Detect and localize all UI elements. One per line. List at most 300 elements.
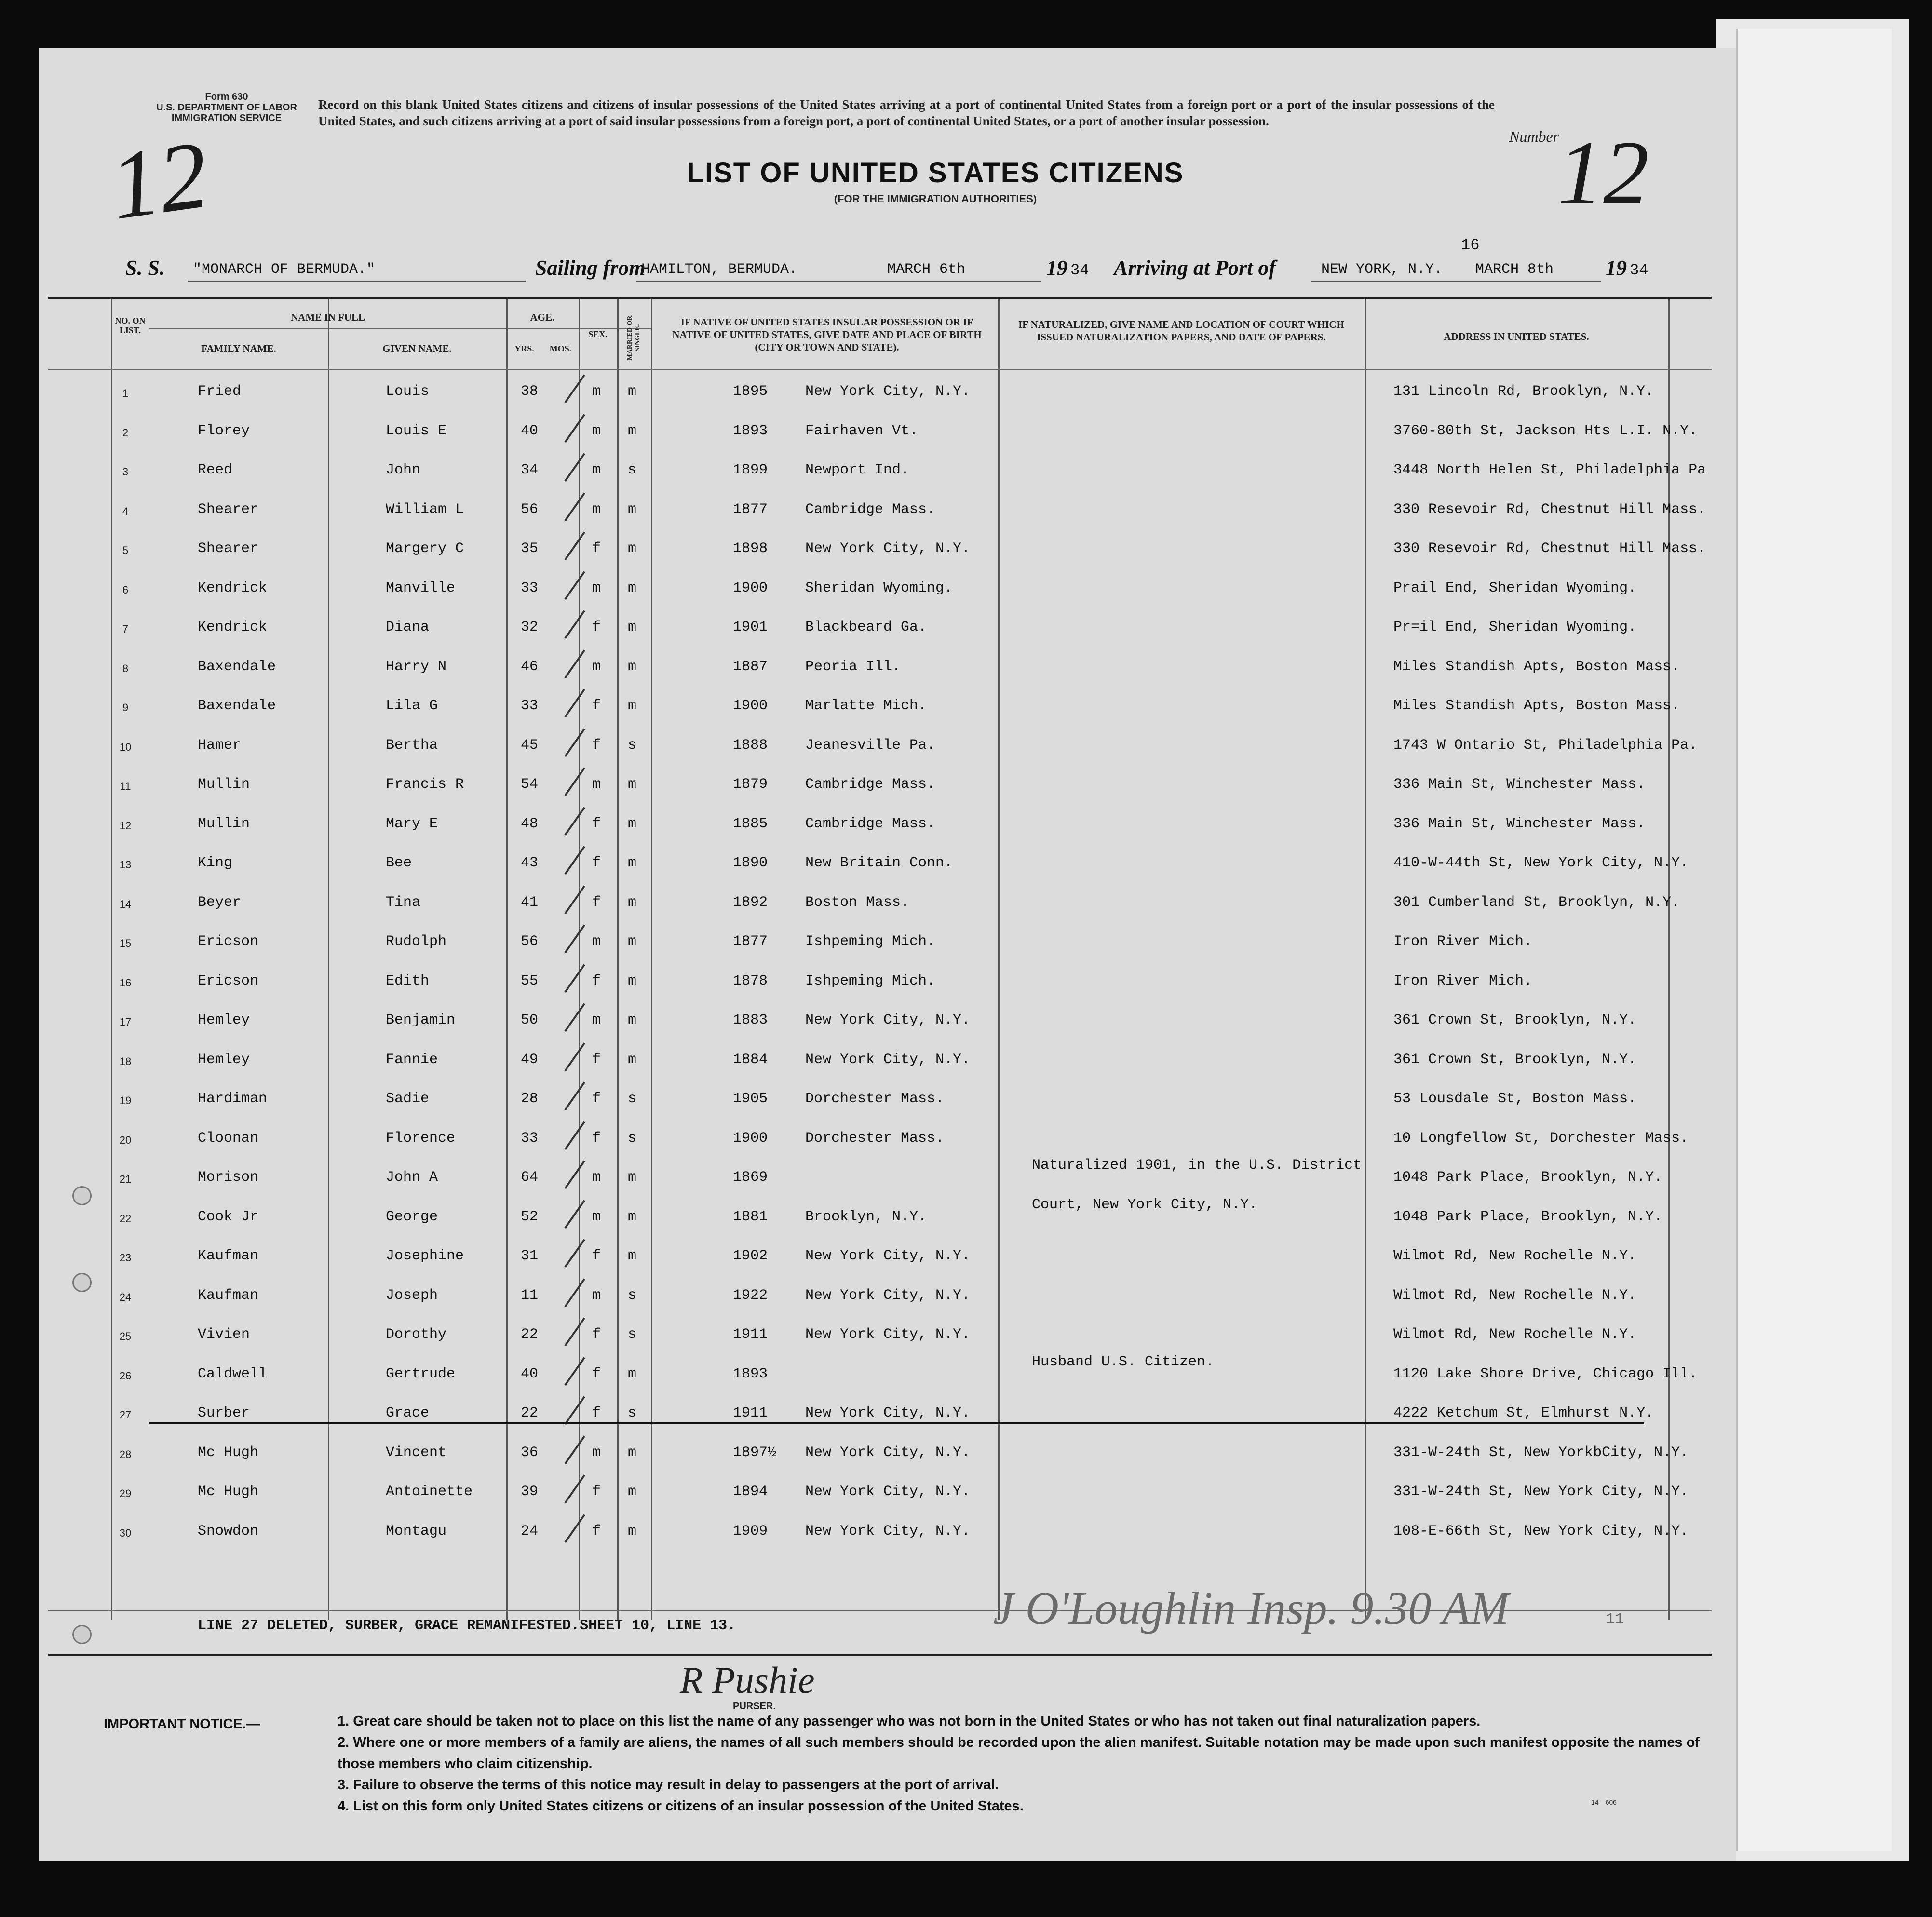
family-name: Kendrick: [198, 580, 268, 596]
check-mark: [564, 1082, 585, 1111]
check-mark: [564, 885, 585, 914]
birth-place: New York City, N.Y.: [805, 1287, 971, 1304]
year-prefix-2: 19: [1606, 256, 1627, 280]
marital-status: m: [628, 1365, 637, 1382]
age-years: 50: [521, 1012, 539, 1028]
line-27-strike: [149, 1422, 1644, 1424]
age-years: 28: [521, 1091, 539, 1107]
sex: f: [592, 1523, 601, 1539]
birth-year: 1897½: [733, 1444, 777, 1461]
table-top-rule: [48, 297, 1712, 299]
marital-status: m: [628, 540, 637, 557]
marital-status: m: [628, 1051, 637, 1068]
birth-year: 1879: [733, 776, 768, 793]
birth-year: 1885: [733, 815, 768, 832]
family-name: Mc Hugh: [198, 1484, 259, 1500]
marital-status: m: [628, 1012, 637, 1028]
sex: m: [592, 1208, 601, 1225]
sailing-date: MARCH 6th: [887, 261, 966, 278]
birth-year: 1877: [733, 501, 768, 518]
age-years: 45: [521, 737, 539, 754]
age-years: 41: [521, 894, 539, 911]
marital-status: m: [628, 894, 637, 911]
birth-year: 1893: [733, 1365, 768, 1382]
row-number: 27: [119, 1409, 132, 1421]
birth-year: 1911: [733, 1326, 768, 1343]
us-address: Miles Standish Apts, Boston Mass.: [1393, 658, 1680, 675]
sex: f: [592, 1248, 601, 1264]
birth-place: Fairhaven Vt.: [805, 422, 919, 439]
year-prefix-1: 19: [1046, 256, 1067, 280]
us-address: 4222 Ketchum St, Elmhurst N.Y.: [1393, 1405, 1654, 1421]
sex: m: [592, 1287, 601, 1304]
birth-year: 1911: [733, 1405, 768, 1421]
page-title: LIST OF UNITED STATES CITIZENS: [687, 157, 1184, 189]
birth-year: 1895: [733, 383, 768, 400]
birth-year: 1900: [733, 1130, 768, 1147]
given-name: Antoinette: [386, 1484, 473, 1500]
check-mark: [564, 1514, 585, 1543]
marital-status: m: [628, 972, 637, 989]
department-name: U.S. DEPARTMENT OF LABOR: [156, 102, 297, 113]
col-family-name: FAMILY NAME.: [201, 343, 276, 354]
us-address: 1743 W Ontario St, Philadelphia Pa.: [1393, 737, 1698, 754]
sex: f: [592, 1130, 601, 1147]
marital-status: m: [628, 422, 637, 439]
service-name: IMMIGRATION SERVICE: [171, 113, 282, 123]
row-number: 11: [120, 780, 131, 792]
us-address: 53 Lousdale St, Boston Mass.: [1393, 1091, 1637, 1107]
age-years: 40: [521, 1365, 539, 1382]
family-name: Caldwell: [198, 1365, 268, 1382]
check-mark: [564, 807, 585, 836]
family-name: Hemley: [198, 1012, 250, 1028]
birth-place: New York City, N.Y.: [805, 1444, 971, 1461]
marital-status: s: [628, 1326, 637, 1343]
arriving-label: Arriving at Port of: [1114, 256, 1276, 280]
birth-place: Dorchester Mass.: [805, 1130, 945, 1147]
notice-item: 4. List on this form only United States citizens or citizens of an insular possession of the United States.: [338, 1798, 1024, 1814]
deletion-note: LINE 27 DELETED, SURBER, GRACE REMANIFESTED.SHEET 10, LINE 13.: [198, 1618, 736, 1634]
row-number: 18: [119, 1055, 132, 1067]
birth-year: 1899: [733, 462, 768, 478]
sex: f: [592, 619, 601, 635]
notice-item: 3. Failure to observe the terms of this notice may result in delay to passengers at the port of arrival.: [338, 1777, 999, 1793]
sex: f: [592, 815, 601, 832]
family-name: Vivien: [198, 1326, 250, 1343]
sex: f: [592, 1365, 601, 1382]
family-name: Florey: [198, 422, 250, 439]
sex: f: [592, 698, 601, 714]
marital-status: m: [628, 1523, 637, 1539]
birth-place: Newport Ind.: [805, 462, 910, 478]
row-number: 22: [119, 1212, 132, 1225]
family-name: Ericson: [198, 933, 259, 950]
family-name: Baxendale: [198, 658, 276, 675]
age-years: 11: [521, 1287, 539, 1304]
marital-status: m: [628, 1484, 637, 1500]
check-mark: [564, 689, 585, 718]
sex: m: [592, 462, 601, 478]
corner-mark: 12: [104, 121, 215, 240]
sex: m: [592, 501, 601, 518]
row-number: 5: [122, 544, 129, 556]
age-years: 48: [521, 815, 539, 832]
age-years: 49: [521, 1051, 539, 1068]
us-address: 1048 Park Place, Brooklyn, N.Y.: [1393, 1208, 1663, 1225]
sex: f: [592, 1051, 601, 1068]
family-name: Cloonan: [198, 1130, 259, 1147]
birth-place: Cambridge Mass.: [805, 815, 936, 832]
marital-status: s: [628, 1405, 637, 1421]
us-address: 331-W-24th St, New York City, N.Y.: [1393, 1484, 1689, 1500]
given-name: Montagu: [386, 1523, 447, 1539]
age-years: 56: [521, 501, 539, 518]
row-number: 9: [122, 702, 129, 714]
birth-place: Marlatte Mich.: [805, 698, 927, 714]
age-years: 52: [521, 1208, 539, 1225]
birth-year: 1905: [733, 1091, 768, 1107]
us-address: 3760-80th St, Jackson Hts L.I. N.Y.: [1393, 422, 1698, 439]
check-mark: [564, 925, 585, 954]
year-2: 34: [1630, 261, 1648, 279]
given-name: Fannie: [386, 1051, 438, 1068]
sailing-from: HAMILTON, BERMUDA.: [641, 261, 798, 278]
birth-year: 1900: [733, 580, 768, 596]
family-name: Mc Hugh: [198, 1444, 259, 1461]
purser-signature: R Pushie: [680, 1659, 815, 1701]
birth-place: Jeanesville Pa.: [805, 737, 936, 754]
birth-year: 1887: [733, 658, 768, 675]
punch-hole: [72, 1273, 92, 1292]
check-mark: [564, 1278, 585, 1307]
given-name: Josephine: [386, 1248, 464, 1264]
check-mark: [564, 1435, 585, 1464]
given-name: Louis: [386, 383, 430, 400]
given-name: John: [386, 462, 421, 478]
given-name: Diana: [386, 619, 430, 635]
sex: m: [592, 580, 601, 596]
col-naturalized: IF NATURALIZED, GIVE NAME AND LOCATION OF COURT WHICH ISSUED NATURALIZATION PAPERS, AND DATE OF PAPERS.: [1018, 319, 1344, 343]
age-years: 39: [521, 1484, 539, 1500]
given-name: Francis R: [386, 776, 464, 793]
sex: m: [592, 1444, 601, 1461]
check-mark: [564, 1239, 585, 1268]
given-name: Lila G: [386, 698, 438, 714]
row-number: 12: [119, 819, 132, 832]
given-name: Dorothy: [386, 1326, 447, 1343]
family-name: Hamer: [198, 737, 242, 754]
given-name: Mary E: [386, 815, 438, 832]
family-name: Mullin: [198, 815, 250, 832]
col-name-in-full: NAME IN FULL: [290, 311, 365, 323]
marital-status: s: [628, 1130, 637, 1147]
age-years: 38: [521, 383, 539, 400]
row-number: 20: [119, 1134, 132, 1146]
check-mark: [564, 1003, 585, 1032]
marital-status: m: [628, 1208, 637, 1225]
marital-status: m: [628, 933, 637, 950]
punch-hole: [72, 1625, 92, 1644]
birth-place: New York City, N.Y.: [805, 1484, 971, 1500]
birth-place: Blackbeard Ga.: [805, 619, 927, 635]
sex: f: [592, 894, 601, 911]
col-no-on-list: NO. ON LIST.: [115, 316, 146, 335]
us-address: 331-W-24th St, New YorkbCity, N.Y.: [1393, 1444, 1689, 1461]
birth-place: Brooklyn, N.Y.: [805, 1208, 927, 1225]
family-name: Reed: [198, 462, 233, 478]
row-number: 23: [119, 1252, 132, 1264]
age-years: 56: [521, 933, 539, 950]
birth-place: New York City, N.Y.: [805, 1326, 971, 1343]
stamp-sheet: 11: [1606, 1610, 1624, 1628]
us-address: 131 Lincoln Rd, Brooklyn, N.Y.: [1393, 383, 1654, 400]
row-number: 16: [119, 976, 132, 989]
row-number: 8: [122, 662, 129, 675]
marital-status: m: [628, 1444, 637, 1461]
check-mark: [564, 1357, 585, 1386]
us-address: 336 Main St, Winchester Mass.: [1393, 815, 1646, 832]
marital-status: m: [628, 855, 637, 871]
col-yrs: YRS.: [514, 344, 534, 353]
birth-place: Cambridge Mass.: [805, 501, 936, 518]
birth-year: 1881: [733, 1208, 768, 1225]
birth-year: 1901: [733, 619, 768, 635]
birth-place: Cambridge Mass.: [805, 776, 936, 793]
age-years: 22: [521, 1326, 539, 1343]
family-name: Snowdon: [198, 1523, 259, 1539]
col-native: IF NATIVE OF UNITED STATES INSULAR POSSESSION OR IF NATIVE OF UNITED STATES, GIVE DATE AND PLACE OF BIRTH (CITY OR TOWN AND STATE).: [672, 316, 982, 353]
age-years: 35: [521, 540, 539, 557]
check-mark: [564, 1318, 585, 1347]
birth-place: Peoria Ill.: [805, 658, 901, 675]
age-years: 33: [521, 580, 539, 596]
manifest-page: [39, 48, 1736, 1861]
us-address: Wilmot Rd, New Rochelle N.Y.: [1393, 1287, 1637, 1304]
form-header: [135, 92, 318, 123]
us-address: 330 Resevoir Rd, Chestnut Hill Mass.: [1393, 540, 1706, 557]
check-mark: [564, 1042, 585, 1071]
birth-place: Ishpeming Mich.: [805, 972, 936, 989]
given-name: Rudolph: [386, 933, 447, 950]
us-address: 108-E-66th St, New York City, N.Y.: [1393, 1523, 1689, 1539]
birth-place: New York City, N.Y.: [805, 1012, 971, 1028]
family-name: Cook Jr: [198, 1208, 259, 1225]
birth-place: New York City, N.Y.: [805, 383, 971, 400]
sex: m: [592, 1012, 601, 1028]
sex: m: [592, 658, 601, 675]
notice-item: 2. Where one or more members of a family are aliens, the names of all such members should be recorded upon the alien manifest. Suitable notation may be made upon such manifest opposite the names of those members who claim citizenship.: [338, 1735, 1700, 1771]
sex: f: [592, 737, 601, 754]
arrival-date: MARCH 8th: [1475, 261, 1554, 278]
check-mark: [564, 649, 585, 678]
birth-place: New Britain Conn.: [805, 855, 953, 871]
check-mark: [564, 1475, 585, 1504]
family-name: Hemley: [198, 1051, 250, 1068]
ship-name: "MONARCH OF BERMUDA.": [193, 261, 376, 278]
check-mark: [564, 610, 585, 639]
us-address: 10 Longfellow St, Dorchester Mass.: [1393, 1130, 1689, 1147]
row-number: 3: [122, 466, 129, 478]
naturalization: Husband U.S. Citizen.: [1032, 1353, 1215, 1370]
check-mark: [564, 728, 585, 757]
given-name: Harry N: [386, 658, 447, 675]
family-name: Kaufman: [198, 1287, 259, 1304]
age-years: 31: [521, 1248, 539, 1264]
given-name: Benjamin: [386, 1012, 456, 1028]
us-address: 1048 Park Place, Brooklyn, N.Y.: [1393, 1169, 1663, 1186]
sex: m: [592, 422, 601, 439]
age-years: 43: [521, 855, 539, 871]
birth-year: 1898: [733, 540, 768, 557]
sex: f: [592, 1484, 601, 1500]
birth-place: Boston Mass.: [805, 894, 910, 911]
age-years: 24: [521, 1523, 539, 1539]
us-address: Prail End, Sheridan Wyoming.: [1393, 580, 1637, 596]
col-married: MARRIED OR SINGLE.: [626, 315, 641, 361]
birth-place: New York City, N.Y.: [805, 540, 971, 557]
birth-year: 1893: [733, 422, 768, 439]
birth-year: 1869: [733, 1169, 768, 1186]
age-years: 36: [521, 1444, 539, 1461]
row-number: 15: [119, 937, 132, 949]
family-name: Kendrick: [198, 619, 268, 635]
birth-year: 1888: [733, 737, 768, 754]
check-mark: [564, 571, 585, 600]
marital-status: s: [628, 1091, 637, 1107]
col-mos: MOS.: [549, 344, 572, 353]
birth-place: New York City, N.Y.: [805, 1051, 971, 1068]
form-number: Form 630: [205, 92, 248, 102]
page-subtitle: (FOR THE IMMIGRATION AUTHORITIES): [834, 193, 1037, 205]
row-number: 17: [119, 1016, 132, 1028]
sex: f: [592, 1326, 601, 1343]
row-number: 19: [119, 1094, 132, 1107]
birth-year: 1922: [733, 1287, 768, 1304]
us-address: 301 Cumberland St, Brooklyn, N.Y.: [1393, 894, 1680, 911]
family-name: Surber: [198, 1405, 250, 1421]
print-code: 14—606: [1591, 1798, 1617, 1806]
marital-status: s: [628, 462, 637, 478]
naturalization: Naturalized 1901, in the U.S. District: [1032, 1157, 1362, 1174]
sheet-ref: 16: [1461, 236, 1480, 254]
us-address: Pr=il End, Sheridan Wyoming.: [1393, 619, 1637, 635]
birth-year: 1884: [733, 1051, 768, 1068]
given-name: Joseph: [386, 1287, 438, 1304]
birth-year: 1878: [733, 972, 768, 989]
age-years: 22: [521, 1405, 539, 1421]
row-number: 2: [122, 426, 129, 439]
check-mark: [564, 846, 585, 875]
sex: m: [592, 933, 601, 950]
row-number: 28: [119, 1448, 132, 1460]
marital-status: m: [628, 815, 637, 832]
us-address: 361 Crown St, Brooklyn, N.Y.: [1393, 1051, 1637, 1068]
birth-year: 1890: [733, 855, 768, 871]
given-name: Gertrude: [386, 1365, 456, 1382]
birth-year: 1900: [733, 698, 768, 714]
age-years: 40: [521, 422, 539, 439]
birth-year: 1902: [733, 1248, 768, 1264]
row-number: 26: [119, 1369, 132, 1382]
notice-title: IMPORTANT NOTICE.—: [104, 1716, 260, 1732]
year-1: 34: [1070, 261, 1089, 279]
given-name: Grace: [386, 1405, 430, 1421]
birth-place: Sheridan Wyoming.: [805, 580, 953, 596]
birth-place: Ishpeming Mich.: [805, 933, 936, 950]
age-years: 55: [521, 972, 539, 989]
age-years: 33: [521, 1130, 539, 1147]
sailing-label: Sailing from: [535, 256, 646, 280]
given-name: Sadie: [386, 1091, 430, 1107]
marital-status: m: [628, 658, 637, 675]
col-address: ADDRESS IN UNITED STATES.: [1444, 331, 1589, 342]
us-address: 361 Crown St, Brooklyn, N.Y.: [1393, 1012, 1637, 1028]
family-name: Fried: [198, 383, 242, 400]
family-name: Baxendale: [198, 698, 276, 714]
marital-status: m: [628, 383, 637, 400]
row-number: 30: [119, 1526, 132, 1539]
us-address: Wilmot Rd, New Rochelle N.Y.: [1393, 1326, 1637, 1343]
marital-status: m: [628, 1169, 637, 1186]
given-name: Bertha: [386, 737, 438, 754]
punch-hole: [72, 1186, 92, 1205]
sex: m: [592, 1169, 601, 1186]
row-number: 21: [119, 1173, 132, 1185]
sex: f: [592, 540, 601, 557]
port-name: NEW YORK, N.Y.: [1321, 261, 1443, 278]
marital-status: m: [628, 501, 637, 518]
age-years: 33: [521, 698, 539, 714]
marital-status: m: [628, 619, 637, 635]
row-number: 1: [122, 387, 129, 399]
birth-year: 1909: [733, 1523, 768, 1539]
given-name: Tina: [386, 894, 421, 911]
birth-place: Dorchester Mass.: [805, 1091, 945, 1107]
age-years: 54: [521, 776, 539, 793]
given-name: Louis E: [386, 422, 447, 439]
sex: f: [592, 1091, 601, 1107]
family-name: Shearer: [198, 501, 259, 518]
row-number: 14: [119, 898, 132, 910]
check-mark: [564, 1396, 585, 1425]
family-name: King: [198, 855, 233, 871]
marital-status: m: [628, 580, 637, 596]
marital-status: m: [628, 776, 637, 793]
birth-place: New York City, N.Y.: [805, 1405, 971, 1421]
row-number: 10: [119, 741, 132, 753]
given-name: George: [386, 1208, 438, 1225]
col-sex: SEX.: [588, 329, 608, 339]
marital-status: s: [628, 737, 637, 754]
us-address: 3448 North Helen St, Philadelphia Pa: [1393, 462, 1706, 478]
col-given-name: GIVEN NAME.: [382, 343, 452, 354]
family-name: Beyer: [198, 894, 242, 911]
check-mark: [564, 414, 585, 443]
number-label: Number: [1509, 128, 1559, 145]
age-years: 34: [521, 462, 539, 478]
sex: m: [592, 383, 601, 400]
us-address: 336 Main St, Winchester Mass.: [1393, 776, 1646, 793]
marital-status: m: [628, 1248, 637, 1264]
age-years: 32: [521, 619, 539, 635]
sex: f: [592, 972, 601, 989]
row-number: 6: [122, 583, 129, 596]
row-number: 29: [119, 1487, 132, 1499]
given-name: Manville: [386, 580, 456, 596]
row-number: 4: [122, 505, 129, 517]
check-mark: [564, 1121, 585, 1150]
